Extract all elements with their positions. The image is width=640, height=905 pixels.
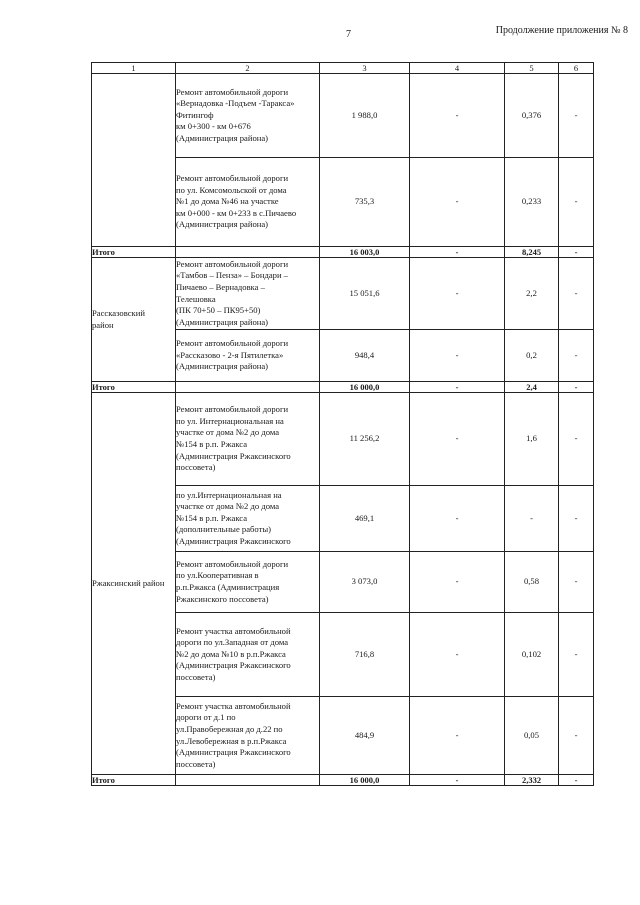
column-header: 4 xyxy=(410,63,505,74)
length-cell: 0,58 xyxy=(505,552,559,613)
value-cell: - xyxy=(410,486,505,552)
value-cell: - xyxy=(559,158,594,247)
value-cell: - xyxy=(559,697,594,775)
value-cell: - xyxy=(410,158,505,247)
value-cell: - xyxy=(559,613,594,697)
road-description: Ремонт участка автомобильной дороги от д.1 по ул.Правобережная до д.22 по ул.Левобережная в р.п.Ржакса (Администрация Ржаксинского поссовета) xyxy=(176,697,320,775)
total-cost: 16 000,0 xyxy=(320,382,410,393)
length-cell: 2,2 xyxy=(505,258,559,330)
length-cell: 0,2 xyxy=(505,330,559,382)
continuation-note: Продолжение приложения № 8 xyxy=(495,25,628,36)
total-value: - xyxy=(410,247,505,258)
length-cell: 0,233 xyxy=(505,158,559,247)
empty-cell xyxy=(176,247,320,258)
district-cell xyxy=(92,74,176,247)
district-cell: Ржаксинский район xyxy=(92,393,176,775)
empty-cell xyxy=(176,775,320,786)
cost-cell: 3 073,0 xyxy=(320,552,410,613)
total-value: - xyxy=(410,775,505,786)
value-cell: - xyxy=(559,74,594,158)
value-cell: - xyxy=(559,486,594,552)
column-header: 1 xyxy=(92,63,176,74)
value-cell: - xyxy=(559,258,594,330)
total-row xyxy=(92,247,594,258)
value-cell: - xyxy=(410,258,505,330)
total-label: Итого xyxy=(92,775,176,786)
cost-cell: 735,3 xyxy=(320,158,410,247)
district-cell: Рассказовский район xyxy=(92,258,176,382)
length-cell: 0,102 xyxy=(505,613,559,697)
value-cell: - xyxy=(410,74,505,158)
road-description: Ремонт автомобильной дороги по ул.Кооперативная в р.п.Ржакса (Администрация Ржаксинского поссовета) xyxy=(176,552,320,613)
total-value: - xyxy=(559,382,594,393)
total-label: Итого xyxy=(92,247,176,258)
road-description: Ремонт автомобильной дороги «Тамбов – Пенза» – Бондари – Пичаево – Вернадовка – Телешовка (ПК 70+50 – ПК95+50) (Администрация района) xyxy=(176,258,320,330)
total-row xyxy=(92,382,594,393)
length-cell: 1,6 xyxy=(505,393,559,486)
column-header: 3 xyxy=(320,63,410,74)
table-row xyxy=(92,74,594,158)
road-description: Ремонт участка автомобильной дороги по ул.Западная от дома №2 до дома №10 в р.п.Ржакса (Администрация Ржаксинского поссовета) xyxy=(176,613,320,697)
value-cell: - xyxy=(410,697,505,775)
total-value: - xyxy=(559,247,594,258)
total-value: - xyxy=(410,382,505,393)
header-row xyxy=(92,63,594,74)
value-cell: - xyxy=(559,393,594,486)
total-length: 2,332 xyxy=(505,775,559,786)
page-number: 7 xyxy=(346,29,351,40)
cost-cell: 11 256,2 xyxy=(320,393,410,486)
road-description: Ремонт автомобильной дороги «Вернадовка -Подъем -Таракса» Фитингоф км 0+300 - км 0+676 (Администрация района) xyxy=(176,74,320,158)
length-cell: - xyxy=(505,486,559,552)
empty-cell xyxy=(176,382,320,393)
road-description: Ремонт автомобильной дороги по ул. Интернациональная на участке от дома №2 до дома №154 в р.п. Ржакса (Администрация Ржаксинского поссовета) xyxy=(176,393,320,486)
table-row xyxy=(92,258,594,330)
roads-table xyxy=(91,62,594,786)
cost-cell: 469,1 xyxy=(320,486,410,552)
length-cell: 0,376 xyxy=(505,74,559,158)
total-value: - xyxy=(559,775,594,786)
value-cell: - xyxy=(559,330,594,382)
cost-cell: 484,9 xyxy=(320,697,410,775)
road-description: Ремонт автомобильной дороги «Рассказово - 2-я Пятилетка» (Администрация района) xyxy=(176,330,320,382)
cost-cell: 716,8 xyxy=(320,613,410,697)
value-cell: - xyxy=(410,330,505,382)
length-cell: 0,05 xyxy=(505,697,559,775)
total-row xyxy=(92,775,594,786)
total-cost: 16 000,0 xyxy=(320,775,410,786)
value-cell: - xyxy=(559,552,594,613)
cost-cell: 15 051,6 xyxy=(320,258,410,330)
cost-cell: 1 988,0 xyxy=(320,74,410,158)
table-row xyxy=(92,393,594,486)
road-description: по ул.Интернациональная на участке от дома №2 до дома №154 в р.п. Ржакса (дополнительные работы) (Администрация Ржаксинского xyxy=(176,486,320,552)
value-cell: - xyxy=(410,613,505,697)
column-header: 5 xyxy=(505,63,559,74)
road-description: Ремонт автомобильной дороги по ул. Комсомольской от дома №1 до дома №46 на участке км 0+000 - км 0+233 в с.Пичаево (Администрация района) xyxy=(176,158,320,247)
total-length: 8,245 xyxy=(505,247,559,258)
total-cost: 16 003,0 xyxy=(320,247,410,258)
column-header: 2 xyxy=(176,63,320,74)
total-label: Итого xyxy=(92,382,176,393)
cost-cell: 948,4 xyxy=(320,330,410,382)
total-length: 2,4 xyxy=(505,382,559,393)
value-cell: - xyxy=(410,552,505,613)
column-header: 6 xyxy=(559,63,594,74)
value-cell: - xyxy=(410,393,505,486)
